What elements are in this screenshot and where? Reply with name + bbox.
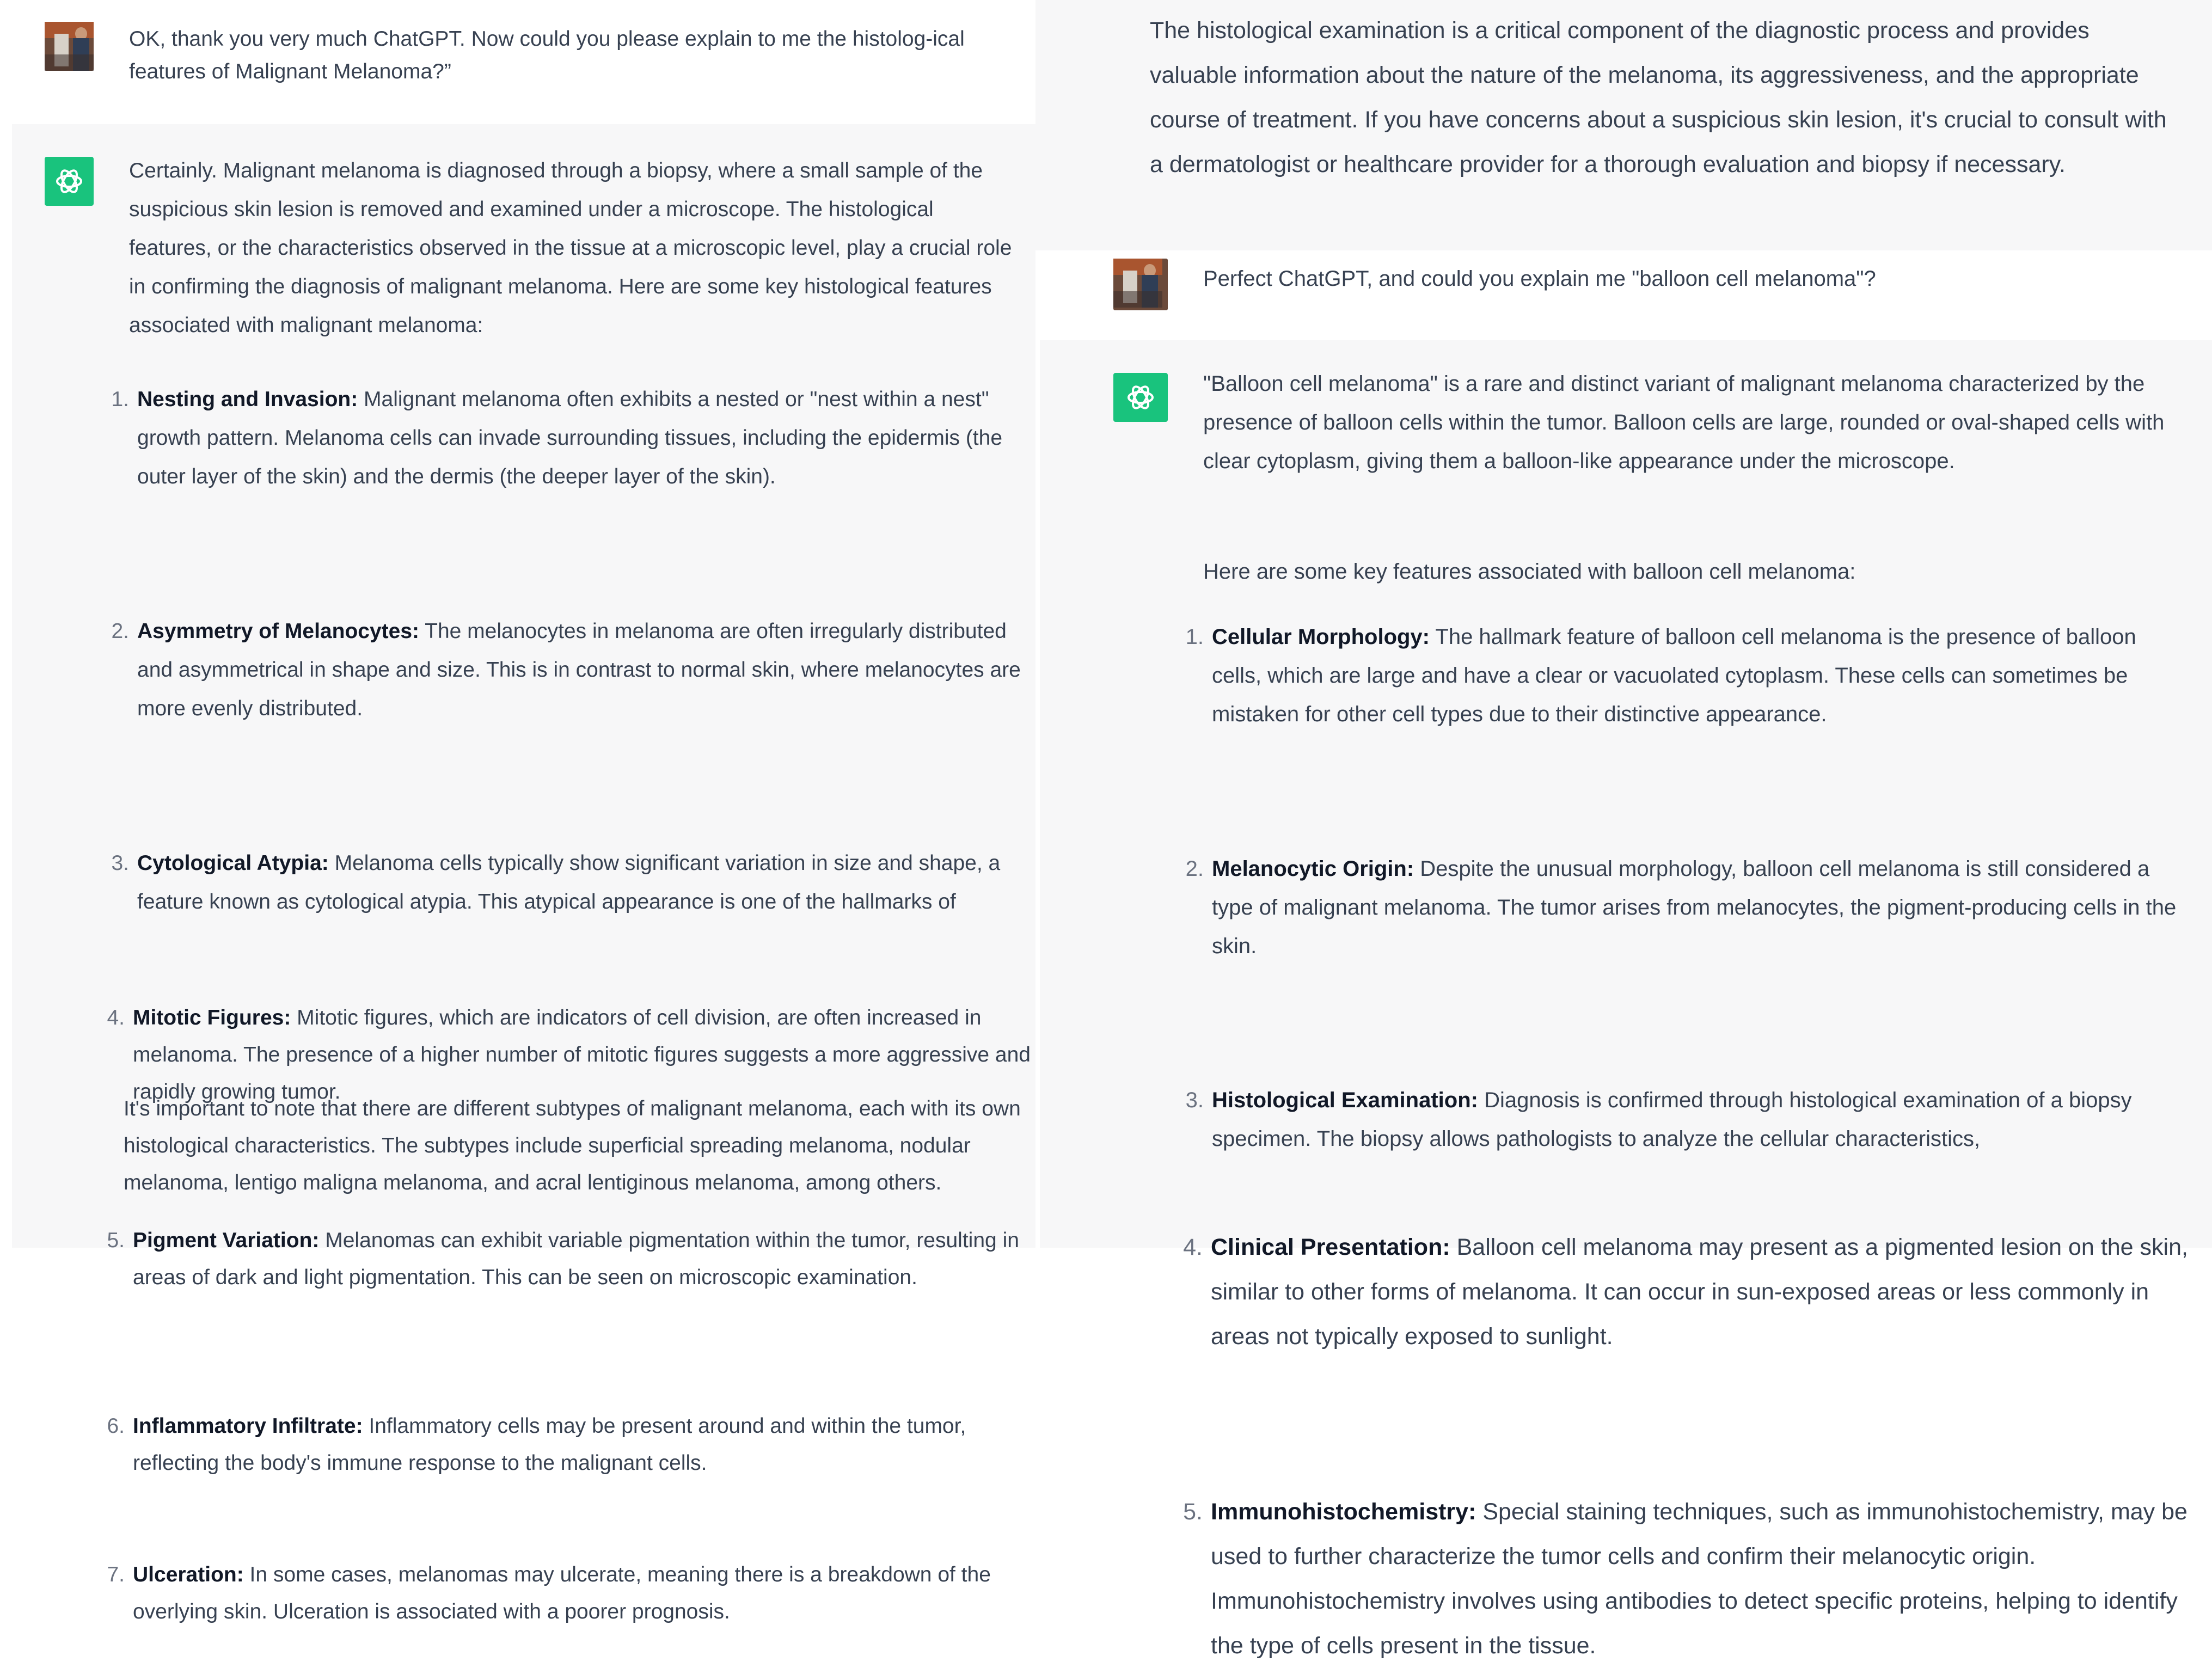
assistant-intro bbox=[1203, 365, 2199, 481]
previous-answer-text: The histological examination is a critical component of the diagnostic process and provides valuable information about the nature of the melanoma, its aggressiveness, and the appropriate course of treatment. If you have concerns about a suspicious skin lesion, it's crucial to consult with a dermatologist or healthcare provider for a thorough evaluation and biopsy if necessary. bbox=[1150, 17, 2167, 177]
user-message: Perfect ChatGPT, and could you explain me "balloon cell melanoma"? bbox=[1203, 267, 1876, 291]
item-label: Clinical Presentation: bbox=[1211, 1234, 1450, 1260]
assistant-avatar bbox=[1113, 373, 1168, 422]
user-avatar bbox=[1113, 259, 1168, 310]
assistant-intro-text: Certainly. Malignant melanoma is diagnosed through a biopsy, where a small sample of the suspicious skin lesion is removed and examined under a microscope. The histological features, or the characteristics observed in the tissue at a microscopic level, play a crucial role in confirming the diagnosis of malignant melanoma. Here are some key histological features associated with malignant melanoma: bbox=[129, 159, 1012, 337]
list-number: 4. bbox=[1183, 1234, 1203, 1260]
item-text: Inflammatory cells may be present around and within the tumor, reflecting the body's immune response to the malignant cells. bbox=[133, 1414, 966, 1475]
list-number: 7. bbox=[107, 1563, 125, 1586]
list-number: 1. bbox=[111, 388, 129, 411]
assistant-intro-text: "Balloon cell melanoma" is a rare and distinct variant of malignant melanoma characterized by the presence of balloon cells within the tumor. Balloon cells are large, rounded or oval-shaped cells with clear cytoplasm, giving them a balloon-like appearance under the microscope. bbox=[1203, 372, 2165, 473]
list-number: 4. bbox=[107, 1006, 125, 1029]
right-chat-panel bbox=[1035, 0, 2212, 1659]
item-label: Cytological Atypia: bbox=[137, 851, 329, 875]
item-label: Inflammatory Infiltrate: bbox=[133, 1414, 363, 1438]
list-item bbox=[1183, 1489, 2196, 1668]
list-item bbox=[1185, 618, 2192, 734]
list-number: 5. bbox=[107, 1229, 125, 1252]
list-item bbox=[107, 1408, 1031, 1482]
assistant-message-block bbox=[1040, 340, 2212, 1659]
list-item bbox=[1185, 1081, 2192, 1154]
previous-answer-tail bbox=[1150, 8, 2173, 187]
item-text: Diagnosis is confirmed through histological examination of a biopsy specimen. The biopsy allows pathologists to analyze the cellular characteristics, bbox=[1212, 1088, 2132, 1151]
openai-logo-icon bbox=[1124, 381, 1157, 414]
user-message-text bbox=[1203, 262, 2183, 295]
item-text: Despite the unusual morphology, balloon cell melanoma is still considered a type of malignant melanoma. The tumor arises from melanocytes, the pigment-producing cells in the skin. bbox=[1212, 857, 2177, 958]
list-number: 2. bbox=[111, 620, 129, 643]
item-label: Histological Examination: bbox=[1212, 1088, 1478, 1112]
assistant-message-block bbox=[12, 124, 1035, 1623]
list-item bbox=[1185, 850, 2192, 966]
item-text: Melanomas can exhibit variable pigmentation within the tumor, resulting in areas of dark and light pigmentation. This can be seen on microscopic examination. bbox=[133, 1229, 1019, 1289]
item-text: Balloon cell melanoma may present as a pigmented lesion on the skin, similar to other forms of melanoma. It can occur in sun-exposed areas or less commonly in areas not typically exposed to sunlight. bbox=[1211, 1234, 2188, 1350]
item-label: Immunohistochemistry: bbox=[1211, 1499, 1476, 1525]
item-text: The melanocytes in melanoma are often irregularly distributed and asymmetrical in shape and size. This is in contrast to normal skin, where melanocytes are more evenly distributed. bbox=[137, 620, 1021, 720]
openai-logo-icon bbox=[53, 165, 85, 198]
assistant-lead bbox=[1203, 553, 2199, 591]
assistant-lead-text: Here are some key features associated with balloon cell melanoma: bbox=[1203, 560, 1856, 584]
list-item bbox=[111, 844, 1041, 921]
item-text: Special staining techniques, such as immunohistochemistry, may be used to further characterize the tumor cells and confirm their melanocytic origin. Immunohistochemistry involves using antibodies to detect specific proteins, helping to identify the type of cells present in the tissue. bbox=[1211, 1499, 2188, 1659]
list-item bbox=[111, 380, 1041, 496]
assistant-closing-text: It's important to note that there are different subtypes of malignant melanoma, each with its own histological characteristics. The subtypes include superficial spreading melanoma, nodular melanoma, lentigo maligna melanoma, and acral lentiginous melanoma, among others. bbox=[124, 1097, 1021, 1194]
user-message-block bbox=[1040, 250, 2212, 340]
list-item bbox=[107, 1556, 1031, 1630]
list-number: 1. bbox=[1185, 625, 1204, 649]
item-text: Malignant melanoma often exhibits a nested or "nest within a nest" growth pattern. Melanoma cells can invade surrounding tissues, including the epidermis (the outer layer of the skin) and the dermis (the deeper layer of the skin). bbox=[137, 388, 1003, 488]
assistant-closing bbox=[124, 1090, 1027, 1201]
item-text: The hallmark feature of balloon cell melanoma is the presence of balloon cells, which are large and have a clear or vacuolated cytoplasm. These cells can sometimes be mistaken for other cell types due to their distinctive appearance. bbox=[1212, 625, 2136, 726]
list-number: 3. bbox=[1185, 1088, 1204, 1112]
list-item bbox=[1183, 1225, 2196, 1359]
list-number: 5. bbox=[1183, 1499, 1203, 1525]
item-label: Asymmetry of Melanocytes: bbox=[137, 620, 420, 643]
user-message-text bbox=[129, 23, 1011, 88]
item-label: Melanocytic Origin: bbox=[1212, 857, 1414, 881]
list-number: 2. bbox=[1185, 857, 1204, 881]
assistant-avatar bbox=[45, 157, 94, 206]
list-number: 6. bbox=[107, 1414, 125, 1438]
user-message-block bbox=[12, 0, 1035, 124]
item-text: Melanoma cells typically show significant variation in size and shape, a feature known as cytological atypia. This atypical appearance is one of the hallmarks of bbox=[137, 851, 1001, 913]
left-chat-panel bbox=[12, 0, 1035, 1623]
item-label: Ulceration: bbox=[133, 1563, 244, 1586]
list-item bbox=[107, 1222, 1031, 1296]
item-label: Pigment Variation: bbox=[133, 1229, 320, 1252]
user-avatar bbox=[45, 22, 94, 71]
item-label: Nesting and Invasion: bbox=[137, 388, 358, 411]
item-label: Mitotic Figures: bbox=[133, 1006, 291, 1029]
item-text: In some cases, melanomas may ulcerate, meaning there is a breakdown of the overlying skin. Ulceration is associated with a poorer prognosis. bbox=[133, 1563, 991, 1623]
item-text: Mitotic figures, which are indicators of cell division, are often increased in melanoma. The presence of a higher number of mitotic figures suggests a more aggressive and rapidly growing tumor. bbox=[133, 1006, 1031, 1103]
list-number: 3. bbox=[111, 851, 129, 875]
assistant-intro bbox=[129, 151, 1022, 345]
previous-assistant-block bbox=[1035, 0, 2212, 250]
list-item bbox=[111, 612, 1041, 728]
item-label: Cellular Morphology: bbox=[1212, 625, 1430, 649]
user-message: OK, thank you very much ChatGPT. Now could you please explain to me the histolog-ical features of Malignant Melanoma?” bbox=[129, 27, 965, 83]
